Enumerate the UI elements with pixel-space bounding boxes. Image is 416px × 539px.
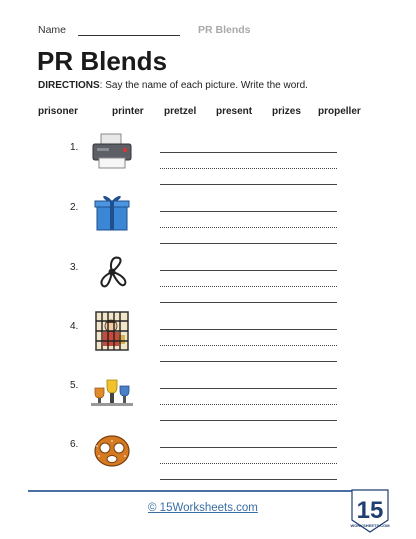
page-title: PR Blends — [37, 46, 168, 76]
answer-line[interactable] — [160, 329, 337, 330]
answer-baseline — [160, 184, 337, 185]
item-number: 3. — [70, 262, 79, 273]
answer-baseline — [160, 420, 337, 421]
answer-midline — [160, 168, 337, 169]
item-number: 5. — [70, 380, 79, 391]
item-number: 2. — [70, 202, 79, 213]
answer-baseline — [160, 479, 337, 480]
propeller-icon — [89, 252, 135, 292]
svg-text:15: 15 — [356, 497, 384, 524]
item-number: 6. — [70, 439, 79, 450]
answer-line[interactable] — [160, 447, 337, 448]
item-number: 4. — [70, 321, 79, 332]
footer-divider — [28, 490, 358, 492]
answer-midline — [160, 463, 337, 464]
answer-midline — [160, 227, 337, 228]
pretzel-icon — [89, 429, 135, 469]
answer-line[interactable] — [160, 152, 337, 153]
word-bank-item: present — [216, 106, 253, 117]
worksheets-logo — [350, 488, 390, 534]
directions-label: DIRECTIONS — [38, 80, 100, 91]
answer-midline — [160, 286, 337, 287]
svg-text:WORKSHEETS.COM: WORKSHEETS.COM — [350, 523, 390, 528]
answer-baseline — [160, 361, 337, 362]
answer-baseline — [160, 243, 337, 244]
footer-link[interactable]: © 15Worksheets.com — [148, 502, 258, 514]
word-bank-item: prisoner — [38, 106, 79, 117]
word-bank-item: propeller — [318, 106, 361, 117]
answer-midline — [160, 345, 337, 346]
item-number: 1. — [70, 142, 79, 153]
name-row — [38, 24, 251, 36]
word-bank-item: pretzel — [164, 106, 197, 117]
word-bank-item: printer — [112, 106, 144, 117]
topic-label: PR Blends — [198, 24, 251, 36]
prizes-icon — [89, 370, 135, 410]
answer-line[interactable] — [160, 211, 337, 212]
name-label: Name — [38, 24, 67, 36]
answer-midline — [160, 404, 337, 405]
directions — [38, 80, 308, 91]
name-line[interactable] — [78, 35, 180, 36]
present-icon — [89, 192, 135, 232]
prisoner-icon — [89, 311, 135, 351]
answer-line[interactable] — [160, 270, 337, 271]
printer-icon — [89, 132, 135, 172]
word-bank-item: prizes — [272, 106, 301, 117]
answer-baseline — [160, 302, 337, 303]
answer-line[interactable] — [160, 388, 337, 389]
directions-text: : Say the name of each picture. Write the word. — [99, 80, 308, 91]
